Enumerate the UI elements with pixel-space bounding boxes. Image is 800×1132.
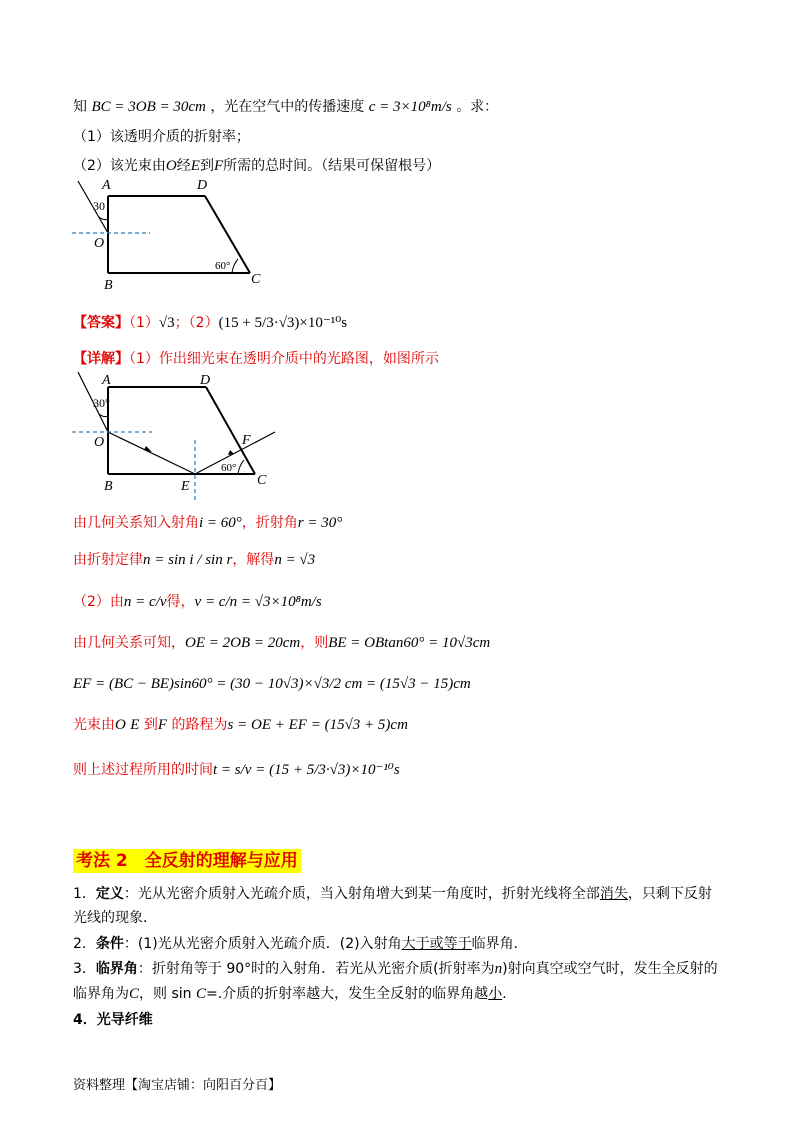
detail-tag: 【详解】: [73, 351, 129, 367]
answer-part1-value: √3: [158, 315, 175, 331]
step3-text-b: 得，: [166, 594, 195, 610]
step3-speed: v = c/n = √3×10⁸m/s: [194, 594, 322, 610]
figure-1: [60, 175, 280, 295]
point3-text-a: ：折射角等于 90°时的入射角．若光从光密介质(折射率为: [137, 961, 495, 977]
fig2-label-b: B: [104, 479, 113, 494]
step-7: [73, 760, 400, 780]
q2-text-d: 所需的总时间。（结果可保留根号）: [223, 158, 441, 174]
figure-2: [60, 370, 290, 500]
fig1-angle-label-top: 30: [93, 199, 105, 213]
point2-text-b: 临界角．: [471, 936, 528, 952]
step4-text: 由几何关系可知，: [73, 635, 185, 651]
question-2: [73, 156, 440, 176]
q2-point-e: E: [190, 158, 200, 174]
point1-text-b: ，只剩下反射: [627, 886, 712, 902]
point1-label: 定义: [95, 886, 124, 902]
point-2: [73, 934, 528, 954]
fig1-label-d: D: [197, 178, 208, 193]
point1-text-a: ：光从光密介质射入光疏介质，当入射角增大到某一角度时，折射光线将全部: [123, 886, 600, 902]
point2-num: 2．: [73, 936, 96, 952]
point3-sin-c: C: [195, 986, 206, 1002]
fig2-label-a: A: [102, 373, 111, 388]
step6-point-e: E: [130, 717, 140, 733]
fig2-label-f: F: [242, 433, 251, 448]
fig2-angle-arc-c: [238, 460, 244, 474]
step2-text: 由折射定律: [73, 552, 143, 568]
detail-line: [73, 349, 439, 369]
answer-part2-value: (15 + 5/3·√3)×10⁻¹⁰s: [218, 315, 348, 331]
fig1-label-c: C: [251, 272, 261, 287]
fig2-label-o: O: [94, 435, 105, 450]
page-footer: 资料整理【淘宝店铺：向阳百分百】: [73, 1078, 282, 1093]
fig2-label-e: E: [181, 479, 190, 494]
point2-label: 条件: [95, 936, 124, 952]
section-heading: 考法 2 全反射的理解与应用: [73, 849, 301, 873]
step-2: [73, 550, 315, 570]
q2-text-b: 经: [176, 158, 191, 174]
fig1-label-o: O: [94, 236, 105, 251]
fig2-angle-label-top: 30°: [93, 396, 110, 410]
step6-point-f: F: [157, 717, 168, 733]
given-eq-c: c = 3×10⁸m/s: [368, 99, 452, 115]
step-6: [73, 715, 408, 735]
point3-cont-d: ．: [502, 986, 517, 1002]
fig2-label-d: D: [200, 373, 211, 388]
step2-result: n = √3: [274, 552, 316, 568]
answer-line: [73, 313, 347, 333]
step4-be: BE = OBtan60° = 10√3cm: [328, 635, 491, 651]
point3-critical-c: C: [129, 986, 140, 1002]
point3-label: 临界角: [95, 961, 138, 977]
point2-underline: 大于或等于: [401, 936, 472, 952]
given-suffix: 。求：: [456, 99, 499, 115]
step6-text-a: 光束由: [73, 717, 115, 733]
step1-refraction-angle: r = 30°: [297, 515, 343, 531]
step6-point-o: O: [115, 717, 126, 733]
q2-text-a: （2）该光束由: [73, 158, 166, 174]
step7-text: 则上述过程所用的时间: [73, 762, 213, 778]
point3-underline: 小: [488, 986, 503, 1002]
step-1: [73, 513, 342, 533]
step1-text: 由几何关系知入射角: [73, 515, 199, 531]
point-1-cont: 光线的现象．: [73, 910, 157, 926]
fig2-angle-label-c: 60°: [221, 462, 237, 474]
fig2-ray-oe: [108, 432, 195, 474]
step7-time: t = s/v = (15 + 5/3·√3)×10⁻¹⁰s: [213, 762, 400, 778]
point-1: [73, 884, 712, 904]
point3-cont-a: 临界角为: [73, 986, 129, 1002]
step4-oe: OE = 2OB = 20cm: [185, 635, 301, 651]
point1-num: 1．: [73, 886, 96, 902]
answer-tag: 【答案】: [73, 315, 129, 331]
answer-separator: ；: [174, 315, 189, 331]
point2-text-a: ：(1)光从光密介质射入光疏介质．(2)入射角: [123, 936, 402, 952]
fig1-angle-arc-c: [232, 259, 238, 273]
question-1: （1）该透明介质的折射率；: [73, 129, 250, 145]
point3-num: 3．: [73, 961, 96, 977]
given-line: [73, 97, 498, 117]
q2-text-c: 到: [199, 158, 214, 174]
point3-cont-c: =.介质的折射率越大，发生全反射的临界角越: [206, 986, 489, 1002]
q2-point-f: F: [213, 158, 224, 174]
step4-mid: ，则: [300, 635, 329, 651]
step6-text-c: 的路程为: [171, 717, 228, 733]
point3-n: n: [494, 961, 503, 977]
step3-formula: n = c/v: [123, 594, 167, 610]
fig2-label-c: C: [257, 473, 267, 488]
step-3: [73, 592, 322, 612]
q2-point-o: O: [165, 158, 177, 174]
answer-part2-label: （2）: [188, 315, 219, 331]
step2-mid: ，解得: [232, 552, 275, 568]
point-3-cont: [73, 984, 516, 1004]
step6-text-b: 到: [143, 717, 158, 733]
step-4: [73, 633, 490, 653]
given-eq-bc: BC = 3OB = 30cm: [91, 99, 206, 115]
fig1-label-a: A: [102, 178, 111, 193]
detail-text: （1）作出细光束在透明介质中的光路图，如图所示: [129, 351, 439, 367]
fig1-angle-label-c: 60°: [215, 260, 231, 272]
step5-ef: EF = (BC − BE)sin60° = (30 − 10√3)×√3/2 cm = (15√3 − 15)cm: [73, 676, 471, 692]
point1-underline: 消失: [599, 886, 628, 902]
given-prefix: 知: [73, 99, 87, 115]
fig1-label-b: B: [104, 278, 113, 293]
point3-cont-b: ，则 sin: [139, 986, 196, 1002]
point-3: [73, 959, 718, 979]
step1-incident-angle: i = 60°: [199, 515, 242, 531]
given-mid: ，光在空气中的传播速度: [210, 99, 365, 115]
step3-text-a: （2）由: [73, 594, 124, 610]
point3-text-b: )射向真空或空气时，发生全反射的: [502, 961, 718, 977]
answer-part1-label: （1）: [129, 315, 159, 331]
fig2-side-dc: [206, 387, 255, 474]
step2-snell-law: n = sin i / sin r: [143, 552, 233, 568]
step-5: [73, 674, 471, 694]
step1-mid: ，折射角: [241, 515, 298, 531]
step6-path-length: s = OE + EF = (15√3 + 5)cm: [227, 717, 408, 733]
point-4: 4．光导纤维: [73, 1012, 153, 1028]
